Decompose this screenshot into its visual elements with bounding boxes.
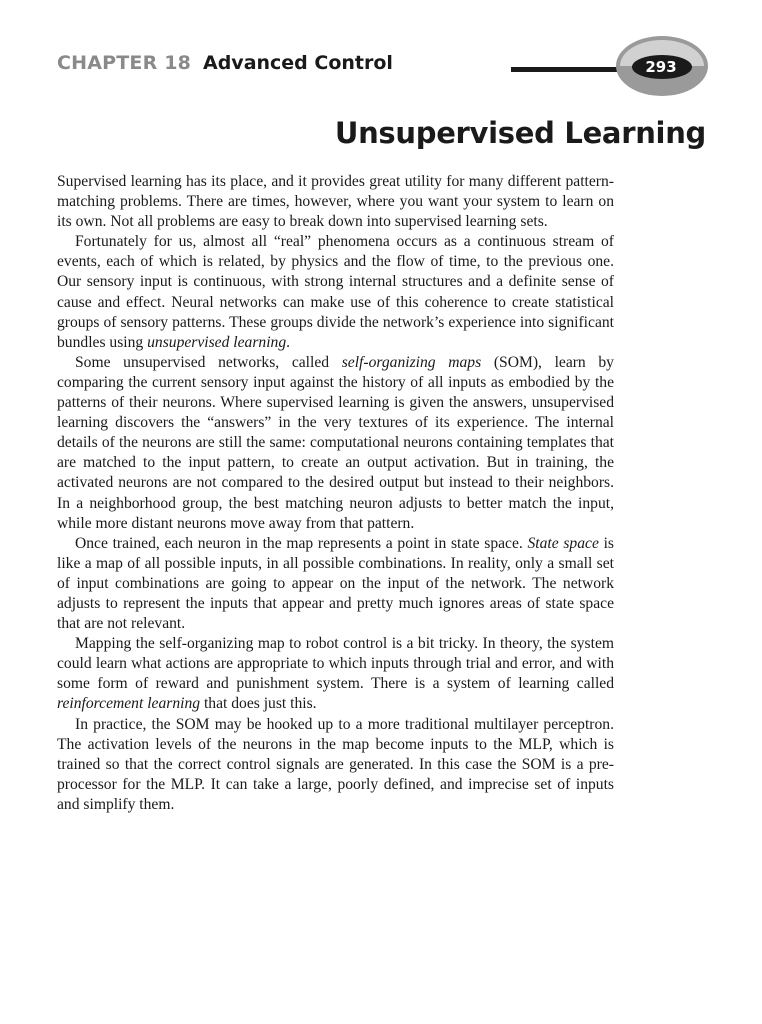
chapter-label: CHAPTER 18 [57, 52, 192, 74]
italic-term: self-organizing maps [341, 353, 482, 371]
chapter-title: Advanced Control [203, 52, 393, 74]
page-number: 293 [645, 58, 677, 76]
italic-term: reinforcement learning [57, 695, 201, 713]
section-title: Unsupervised Learning [334, 116, 706, 150]
italic-term: State space [527, 534, 599, 552]
paragraph: Supervised learning has its place, and it provides great utility for many different pattern-matching problems. There are times, however, where you want your system to learn on its own. Not all problems are easy to break down into supervised learning sets. [57, 173, 614, 231]
paragraph: Mapping the self-organizing map to robot control is a bit tricky. In theory, the system could learn what actions are appropriate to which inputs through trial and error, and with some form of reward and punishment system. There is a system of learning called reinforcement learning that does just this. [57, 635, 614, 713]
paragraph: Once trained, each neuron in the map represents a point in state space. State space is like a map of all possible inputs, in all possible combinations. In reality, only a small set of input combinations are going to appear on the input of the network. The network adjusts to represent the inputs that appear and pretty much ignores areas of state space that are not relevant. [57, 534, 614, 633]
paragraph: In practice, the SOM may be hooked up to a more traditional multilayer perceptron. The activation levels of the neurons in the map become inputs to the MLP, which is trained so that the correct control signals are generated. In this case the SOM is a pre-processor for the MLP. It can take a large, poorly defined, and imprecise set of inputs and simplify them. [57, 715, 614, 813]
body-text [57, 172, 614, 815]
paragraph: Fortunately for us, almost all “real” phenomena occurs as a continuous stream of events, each of which is related, by physics and the flow of time, to the previous one. Our sensory input is continuous, with strong internal structures and a definite sense of cause and effect. Neural networks can make use of this coherence to create statistical groups of sensory patterns. These groups divide the network’s experience into significant bundles using unsupervised learning. [57, 233, 614, 351]
paragraph: Some unsupervised networks, called self-organizing maps (SOM), learn by comparing the current sensory input against the history of all inputs as embodied by the patterns of their neurons. Where supervised learning is given the answers, unsupervised learning discovers the “answers” in the very textures of its experience. The internal details of the neurons are still the same: computational neurons containing templates that are matched to the input pattern, to create an output activation. But in training, the activated neurons are not compared to the desired output but instead to their neighbors. In a neighborhood group, the best matching neuron adjusts to better match the input, while more distant neurons move away from that pattern. [57, 353, 614, 532]
italic-term: unsupervised learning [147, 333, 287, 351]
